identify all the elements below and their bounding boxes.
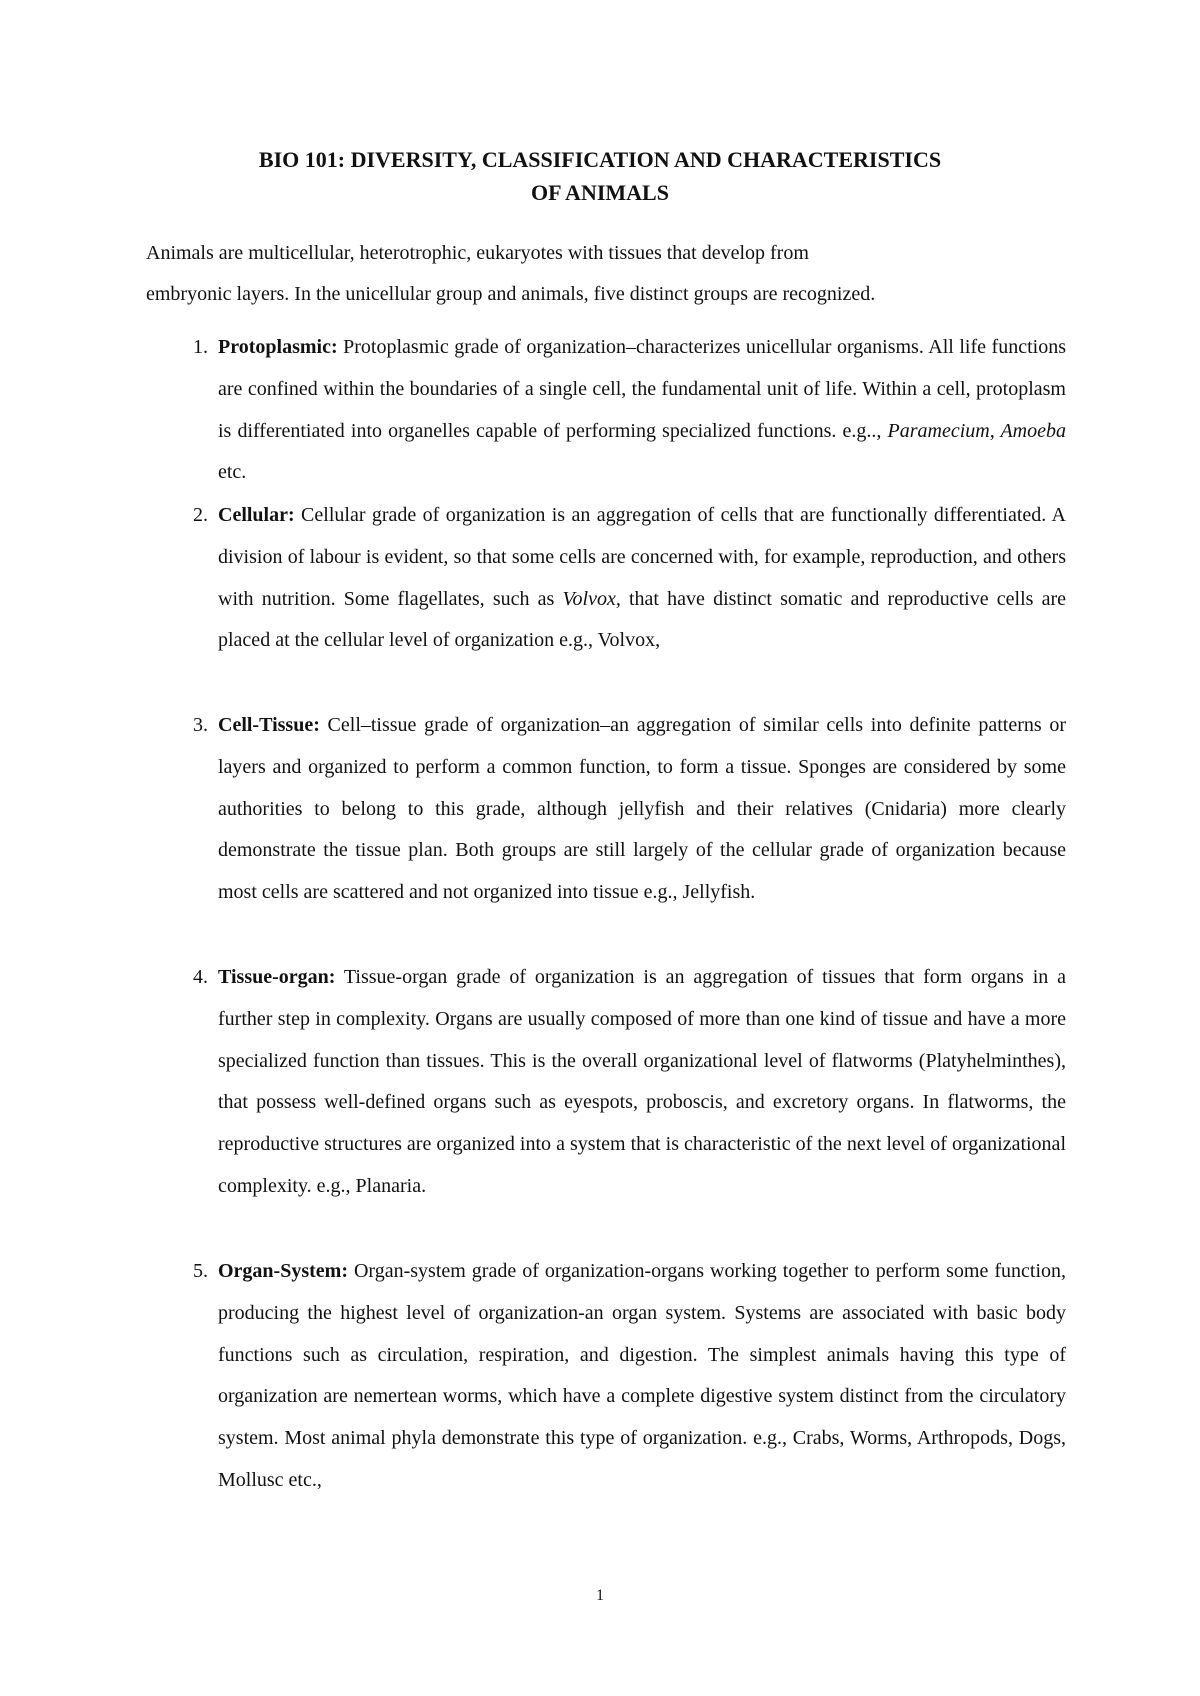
list-item-italic: Paramecium, Amoeba	[887, 419, 1066, 442]
list-item-term: Organ-System:	[218, 1260, 348, 1282]
list-item-term: Tissue-organ:	[218, 966, 336, 988]
list-item-number: 5.	[193, 1260, 208, 1282]
list-item-number: 4.	[193, 966, 208, 988]
list-item-text: Organ-system grade of organization-organs working together to perform some function, producing the highest level of organization-an organ system. Systems are associated with basic body functions such as circulation, respiration, and digestion. The simplest animals having this type of organization are nemertean worms, which have a complete digestive system distinct from the circulatory system. Most animal phyla demonstrate this type of organization. e.g., Crabs, Worms, Arthropods, Dogs, Mollusc etc.,	[218, 1260, 1066, 1491]
list-item	[193, 957, 1066, 1208]
page-number: 1	[596, 1587, 604, 1604]
list-item	[193, 495, 1067, 662]
intro-line-1: Animals are multicellular, heterotrophic, eukaryotes with tissues that develop from	[146, 242, 809, 264]
list-item-text: Cellular grade of organization is an aggregation of cells that are functionally differentiated. A division of labour is evident, so that some cells are concerned with, for example, reproduction, and others with nutrition. Some flagellates, such as	[218, 504, 1066, 610]
list-item-term: Cell-Tissue:	[218, 714, 320, 736]
list-item-italic: Volvox,	[562, 587, 621, 610]
list-item-number: 1.	[193, 336, 208, 358]
list-item-text: Protoplasmic grade of organization–characterizes unicellular organisms. All life functions are confined within the boundaries of a single cell, the fundamental unit of life. Within a cell, protoplasm is differentiated into organelles capable of performing specialized functions. e.g..,	[218, 336, 1066, 442]
page-title	[120, 143, 1080, 209]
list-item	[193, 327, 1066, 494]
list-item-tail: etc.	[218, 461, 247, 484]
list-item-number: 2.	[193, 504, 208, 526]
intro-line-2: embryonic layers. In the unicellular group and animals, five distinct groups are recognized.	[146, 282, 876, 305]
list-item	[193, 1251, 1066, 1502]
title-line-2: OF ANIMALS	[531, 180, 669, 205]
list-item-text: Cell–tissue grade of organization–an aggregation of similar cells into definite patterns or layers and organized to perform a common function, to form a tissue. Sponges are considered by some authorities to belong to this grade, although jellyfish and their relatives (Cnidaria) more clearly demonstrate the tissue plan. Both groups are still largely of the cellular grade of organization because most cells are scattered and not organized into tissue e.g., Jellyfish.	[218, 714, 1066, 904]
list-item-term: Protoplasmic:	[218, 336, 338, 358]
list-item-term: Cellular:	[218, 504, 295, 526]
list-item-tail: that have distinct somatic and reproductive cells are placed at the cellular level of organization e.g., Volvox,	[218, 587, 1067, 652]
list-item-number: 3.	[193, 714, 208, 736]
intro-paragraph	[146, 233, 1076, 314]
list-item-text: Tissue-organ grade of organization is an aggregation of tissues that form organs in a further step in complexity. Organs are usually composed of more than one kind of tissue and have a more specialized function than tissues. This is the overall organizational level of flatworms (Platyhelminthes), that possess well-defined organs such as eyespots, proboscis, and excretory organs. In flatworms, the reproductive structures are organized into a system that is characteristic of the next level of organizational complexity. e.g., Planaria.	[218, 966, 1066, 1197]
list-item	[193, 705, 1066, 914]
title-line-1: BIO 101: DIVERSITY, CLASSIFICATION AND CHARACTERISTICS	[258, 147, 942, 172]
